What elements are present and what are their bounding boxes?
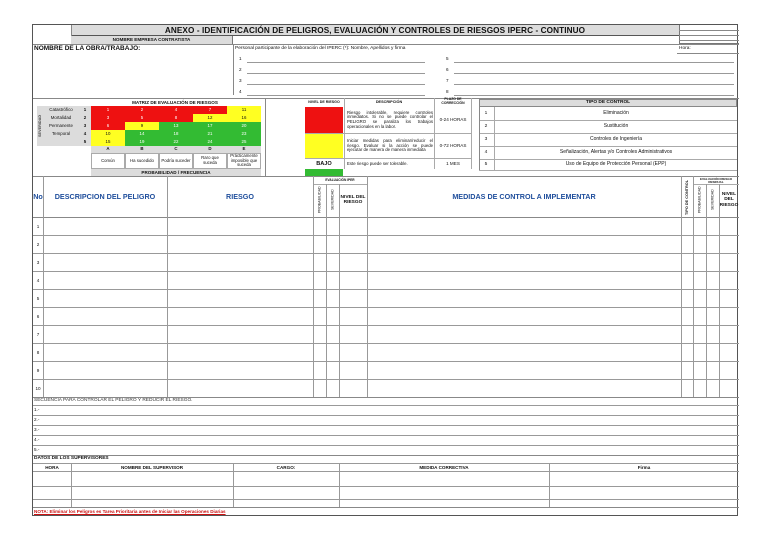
matrix-cell: 20	[227, 122, 261, 130]
sev-label-1: Catastrófico	[43, 106, 79, 114]
nivel-desc-alto: Riesgo intolerable, requiere controles inmediatos. Si no se puede controlar el PELIGRO se paraliza los trabajos operacionales en la labor.	[347, 109, 433, 129]
secuencia-item: 1.-	[34, 407, 40, 412]
nivel-plazo-alto: 0-24 HORAS	[439, 117, 467, 123]
col-eval-iper: EVALUACIÓN IPER	[325, 178, 355, 183]
col-peligro: DESCRIPCION DEL PELIGRO	[54, 192, 156, 202]
matrix-cell: 2	[125, 106, 159, 114]
supervisores-title: DATOS DE LOS SUPERVISORES	[34, 456, 109, 461]
matrix-cell: 23	[227, 130, 261, 138]
matrix-cell: 1	[91, 106, 125, 114]
prob-label: PROBABILIDAD / FRECUENCIA	[91, 169, 261, 176]
plazo-col-header: PLAZO DE CORRECCIÓN	[441, 96, 465, 105]
row-number: 2	[36, 241, 40, 247]
sev-label-5	[43, 138, 79, 146]
col-nivel-riesgo: NIVEL DEL RIESGO	[340, 194, 366, 205]
tipo-control-num: 4	[484, 150, 488, 156]
matrix-cell: 25	[227, 138, 261, 146]
matrix-cell: 24	[193, 138, 227, 146]
matrix-cell: 10	[91, 130, 125, 138]
matrix-cell: 11	[227, 106, 261, 114]
secuencia-item: 5.-	[34, 447, 40, 452]
tipo-control-num: 2	[484, 124, 488, 130]
sev-num-4: 4	[79, 130, 91, 138]
matrix-cell: 3	[91, 114, 125, 122]
nivel-desc-medio: Iniciar medidas para eliminar/reducir el riesgo. Evaluar si la acción se puede ejecutar de manera de manera inmediata	[347, 137, 433, 153]
matrix-cell: 19	[125, 138, 159, 146]
severidad-label: SEVERIDAD	[37, 106, 43, 146]
row-number: 7	[36, 331, 40, 337]
row-number: 8	[36, 349, 40, 355]
col-riesgo: RIESGO	[226, 192, 254, 202]
hora-label: Hora:	[679, 46, 691, 51]
col-no: No	[33, 192, 43, 202]
sev-num-2: 2	[79, 114, 91, 122]
nivel-desc-bajo: Este riesgo puede ser tolerable.	[347, 160, 408, 166]
secuencia-item: 2.-	[34, 417, 40, 422]
matrix-cell: 14	[125, 130, 159, 138]
freq-label: Ha sucedido	[125, 153, 159, 169]
personal-num-2: 2	[239, 67, 242, 72]
iperc-form	[32, 24, 738, 516]
col-probabilidad-residual: PROBABILIDAD	[697, 186, 702, 214]
nivel-plazo-medio: 0-72 HORAS	[439, 143, 467, 149]
matrix-cell: 13	[159, 122, 193, 130]
sup-col-hora: HORA	[45, 464, 59, 470]
col-eval-residual: EVALUACIÓN RIESGO RESIDUAL	[699, 176, 733, 184]
sup-col-medida: MEDIDA CORRECTIVA	[419, 464, 469, 470]
personal-num-8: 8	[446, 89, 449, 94]
nivel-plazo-bajo: 1 MES	[446, 161, 460, 167]
freq-label: Prácticamente imposible que suceda	[227, 153, 261, 169]
prob-letter: C	[159, 146, 193, 153]
col-nivel-residual: NIVEL DEL RIESGO	[719, 192, 739, 208]
row-number: 4	[36, 277, 40, 283]
personal-num-3: 3	[239, 78, 242, 83]
secuencia-item: 3.-	[34, 427, 40, 432]
tipo-control-title: TIPO DE CONTROL	[479, 99, 737, 107]
tipo-control-num: 5	[484, 162, 488, 168]
nivel-swatch-alto	[305, 107, 343, 133]
sev-label-2: Mortalidad	[43, 114, 79, 122]
sev-label-3: Permanente	[43, 122, 79, 130]
tipo-control-label: Uso de Equipo de Protección Personal (EPP)	[565, 161, 667, 168]
matrix-cell: 9	[125, 122, 159, 130]
secuencia-title: SECUENCIA PARA CONTROLAR EL PELIGRO Y REDUCIR EL RIESGO.	[34, 398, 193, 403]
matrix-cell: 4	[159, 106, 193, 114]
tipo-control-num: 1	[484, 111, 488, 117]
matrix-cell: 17	[193, 122, 227, 130]
col-medidas: MEDIDAS DE CONTROL A IMPLEMENTAR	[452, 192, 596, 202]
matrix-cell: 21	[193, 130, 227, 138]
personal-label: Personal participante de la elaboración del IPERC (*): Nombre, Apellidos y firma	[235, 46, 406, 51]
form-title: ANEXO - IDENTIFICACIÓN DE PELIGROS, EVALUACIÓN Y CONTROLES DE RIESGOS IPERC - CONTINUO	[71, 25, 679, 36]
sev-label-4: Temporal	[43, 130, 79, 138]
sev-num-5: 5	[79, 138, 91, 146]
prob-letter: E	[227, 146, 261, 153]
col-tipo-control: TIPO DE CONTROL	[685, 179, 689, 215]
sup-col-firma: Firma	[637, 464, 651, 470]
prob-letter: D	[193, 146, 227, 153]
col-severidad: SEVERIDAD	[330, 189, 335, 211]
empresa-label: NOMBRE EMPRESA CONTRATISTA	[71, 36, 233, 44]
freq-label: Podría suceder	[159, 153, 193, 169]
row-number: 9	[36, 367, 40, 373]
row-number: 5	[36, 295, 40, 301]
matrix-cell: 7	[193, 106, 227, 114]
row-number: 6	[36, 313, 40, 319]
obra-label: NOMBRE DE LA OBRA/TRABAJO:	[34, 45, 141, 52]
freq-label: Común	[91, 153, 125, 169]
matrix-cell: 18	[159, 130, 193, 138]
sev-num-1: 1	[79, 106, 91, 114]
prob-letter: A	[91, 146, 125, 153]
nivel-swatch-bajo	[305, 169, 343, 176]
nota-footer: NOTA: Eliminar los Peligros es Tarea Prioritaria antes de Iniciar las Operaciones Diarias	[34, 509, 226, 514]
row-number: 10	[35, 385, 41, 391]
tipo-control-label: Sustitución	[603, 123, 629, 130]
matrix-cell: 12	[193, 114, 227, 122]
tipo-control-num: 3	[484, 137, 488, 143]
col-severidad-residual: SEVERIDAD	[710, 189, 715, 211]
tipo-control-label: Señalización, Alertas y/o Controles Administrativos	[559, 149, 673, 156]
matrix-cell: 6	[91, 122, 125, 130]
tipo-control-label: Eliminación	[603, 110, 629, 117]
prob-letter: B	[125, 146, 159, 153]
row-number: 3	[36, 259, 40, 265]
personal-num-5: 5	[446, 56, 449, 61]
matrix-cell: 16	[227, 114, 261, 122]
personal-num-6: 6	[446, 67, 449, 72]
col-probabilidad: PROBABILIDAD	[317, 186, 322, 214]
matrix-cell: 5	[125, 114, 159, 122]
nivel-label-bajo: BAJO	[316, 160, 332, 167]
personal-num-4: 4	[239, 89, 242, 94]
matrix-cell: 15	[91, 138, 125, 146]
sup-col-cargo: CARGO:	[276, 464, 296, 470]
freq-label: Raro que suceda	[193, 153, 227, 169]
matrix-cell: 22	[159, 138, 193, 146]
tipo-control-label: Controles de Ingeniería	[590, 136, 642, 143]
matriz-title: MATRIZ DE EVALUACIÓN DE RIESGOS	[132, 99, 218, 105]
row-number: 1	[36, 223, 40, 229]
personal-num-7: 7	[446, 78, 449, 83]
nivel-swatch-medio	[305, 134, 343, 158]
sev-num-3: 3	[79, 122, 91, 130]
desc-col-header: DESCRIPCIÓN	[375, 100, 403, 105]
sup-col-nombre: NOMBRE DEL SUPERVISOR	[120, 464, 184, 470]
secuencia-item: 4.-	[34, 437, 40, 442]
personal-num-1: 1	[239, 56, 242, 61]
nivel-col-header: NIVEL DE RIESGO	[308, 99, 340, 104]
matrix-cell: 8	[159, 114, 193, 122]
